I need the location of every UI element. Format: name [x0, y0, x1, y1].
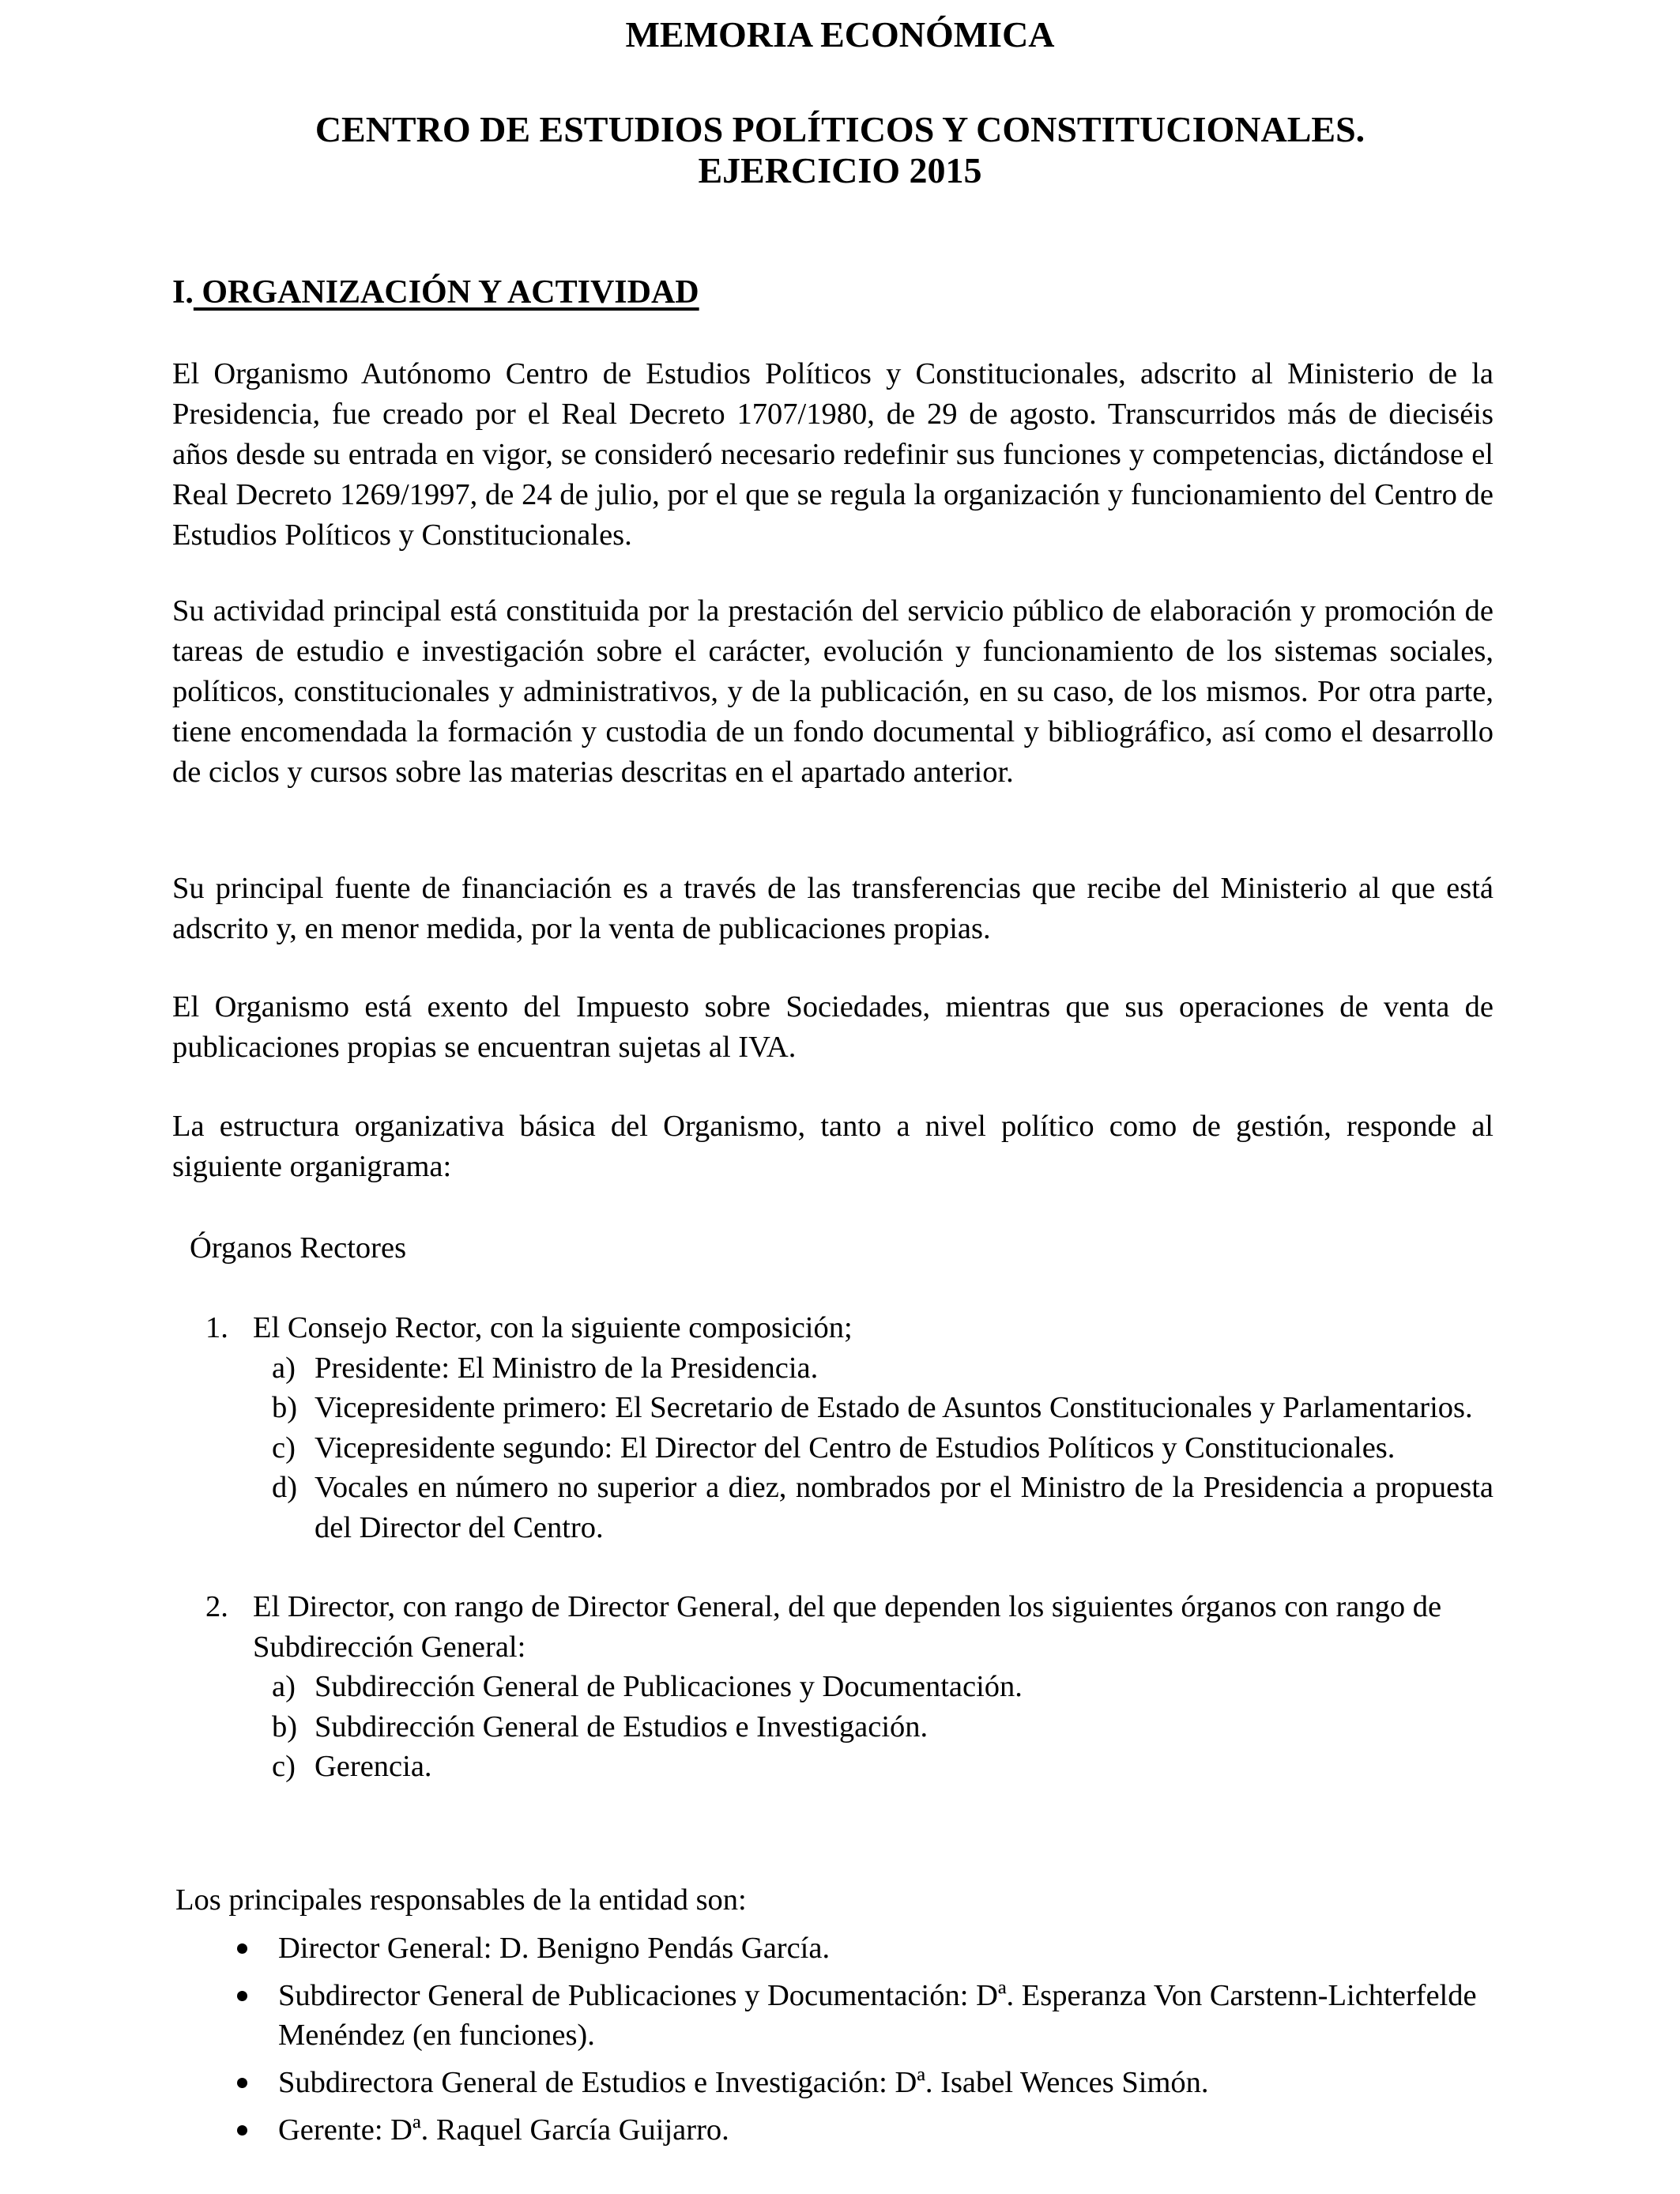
- list-item-text: El Consejo Rector, con la siguiente composición;: [253, 1311, 853, 1344]
- bullet-icon: [237, 2125, 247, 2136]
- sublist-item: [253, 1667, 1494, 1707]
- paragraph-taxes: El Organismo está exento del Impuesto sobre Sociedades, mientras que sus operaciones de venta de publicaciones propias se encuentran sujetas al IVA.: [172, 990, 1494, 1064]
- bullet-icon: [237, 2078, 247, 2088]
- bullet-text: Subdirectora General de Estudios e Investigación: Dª. Isabel Wences Simón.: [278, 2066, 1209, 2099]
- list-item: [205, 1587, 1494, 1787]
- document-subtitle-entity: CENTRO DE ESTUDIOS POLÍTICOS Y CONSTITUCIONALES.: [315, 109, 1365, 149]
- sublist-item-letter: a): [272, 1351, 296, 1385]
- sublist-item-text: Presidente: El Ministro de la Presidencia.: [315, 1351, 819, 1385]
- sublist-item-text: Vicepresidente segundo: El Director del Centro de Estudios Políticos y Constitucionales.: [315, 1431, 1396, 1465]
- organos-list: [205, 1308, 1494, 1826]
- bullet-item: [237, 2110, 1494, 2150]
- sublist-item-letter: d): [272, 1471, 298, 1504]
- bullet-text: Subdirector General de Publicaciones y Documentación: Dª. Esperanza Von Carstenn-Lichterfelde Menéndez (en funciones).: [278, 1979, 1477, 2052]
- paragraph-creation: El Organismo Autónomo Centro de Estudios Políticos y Constitucionales, adscrito al Ministerio de la Presidencia, fue creado por el Real Decreto 1707/1980, de 29 de agosto. Transcurridos más de dieciséis años desde su entrada en vigor, se consideró necesario redefinir sus funciones y competencias, dictándose el Real Decreto 1269/1997, de 24 de julio, por el que se regula la organización y funcionamiento del Centro de Estudios Políticos y Constitucionales.: [172, 357, 1494, 552]
- sublist: [253, 1348, 1494, 1548]
- document-subtitle-year: EJERCICIO 2015: [698, 150, 982, 190]
- list-item: [205, 1308, 1494, 1547]
- sublist-item-letter: c): [272, 1750, 296, 1783]
- sublist-item-letter: c): [272, 1431, 296, 1465]
- sublist-item: [253, 1428, 1494, 1468]
- list-item-number: 2.: [205, 1590, 228, 1623]
- bullet-item: [237, 2063, 1494, 2102]
- sublist: [253, 1667, 1494, 1787]
- sublist-item: [253, 1747, 1494, 1787]
- paragraph-structure: La estructura organizativa básica del Organismo, tanto a nivel político como de gestión, responde al siguiente organigrama:: [172, 1110, 1494, 1183]
- sublist-item: [253, 1388, 1494, 1428]
- sublist-item: [253, 1468, 1494, 1547]
- sublist-item-letter: b): [272, 1391, 298, 1424]
- bullet-icon: [237, 1991, 247, 2001]
- sublist-item-text: Gerencia.: [315, 1750, 432, 1783]
- sublist-item-text: Subdirección General de Publicaciones y Documentación.: [315, 1670, 1023, 1703]
- sublist-item-text: Subdirección General de Estudios e Investigación.: [315, 1710, 929, 1744]
- paragraph-activity: Su actividad principal está constituida por la prestación del servicio público de elaboración y promoción de tareas de estudio e investigación sobre el carácter, evolución y funcionamiento de los sistemas sociales, políticos, constitucionales y administrativos, y de la publicación, en su caso, de los mismos. Por otra parte, tiene encomendada la formación y custodia de un fondo documental y bibliográfico, así como el desarrollo de ciclos y cursos sobre las materias descritas en el apartado anterior.: [172, 594, 1494, 789]
- sublist-item: [253, 1707, 1494, 1747]
- bullet-item: [237, 1976, 1494, 2055]
- bullet-text: Gerente: Dª. Raquel García Guijarro.: [278, 2113, 729, 2147]
- bullet-text: Director General: D. Benigno Pendás García.: [278, 1932, 831, 1965]
- sublist-item-letter: a): [272, 1670, 296, 1703]
- document-title: MEMORIA ECONÓMICA: [625, 14, 1055, 55]
- responsables-list: [237, 1928, 1494, 2158]
- sublist-item-text: Vicepresidente primero: El Secretario de Estado de Asuntos Constitucionales y Parlamentarios.: [315, 1391, 1473, 1424]
- responsables-label: Los principales responsables de la entidad son:: [175, 1883, 747, 1917]
- list-item-number: 1.: [205, 1311, 228, 1344]
- organos-rectores-label: Órganos Rectores: [190, 1231, 407, 1265]
- paragraph-financing: Su principal fuente de financiación es a través de las transferencias que recibe del Ministerio al que está adscrito y, en menor medida, por la venta de publicaciones propias.: [172, 872, 1494, 945]
- section-title: ORGANIZACIÓN Y ACTIVIDAD: [193, 274, 699, 311]
- sublist-item-letter: b): [272, 1710, 298, 1744]
- bullet-icon: [237, 1943, 247, 1954]
- section-number: I.: [172, 274, 194, 311]
- sublist-item-text: Vocales en número no superior a diez, nombrados por el Ministro de la Presidencia a propuesta del Director del Centro.: [315, 1471, 1494, 1544]
- bullet-item: [237, 1928, 1494, 1968]
- list-item-text: El Director, con rango de Director General, del que dependen los siguientes órganos con rango de Subdirección General:: [253, 1590, 1442, 1664]
- section-heading: [172, 272, 699, 313]
- sublist-item: [253, 1348, 1494, 1389]
